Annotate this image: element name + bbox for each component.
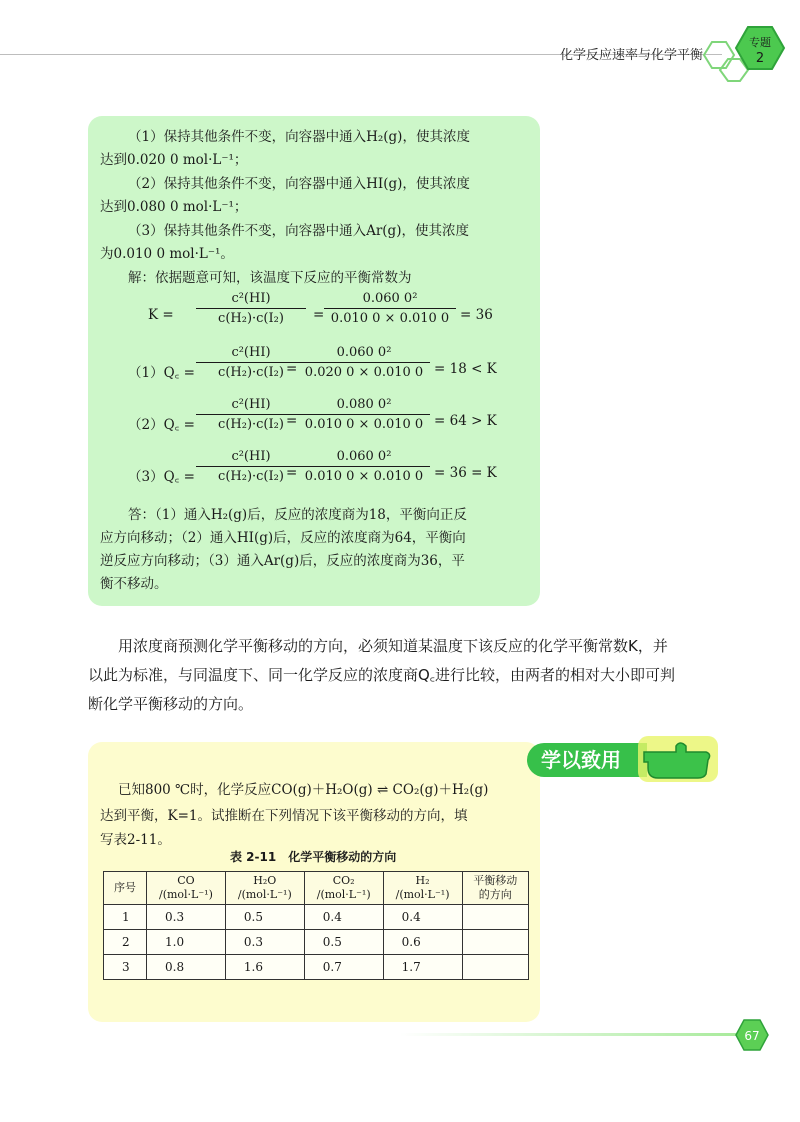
fraction-q3-values — [298, 449, 430, 484]
fraction-denominator: c(H₂)·c(I₂) — [218, 311, 284, 326]
cell: 0.5 — [225, 905, 304, 930]
fraction-general — [196, 291, 306, 326]
K-result: = 36 — [460, 307, 493, 323]
q1-label: （1）Q꜀ = — [128, 365, 195, 381]
fraction-q1-values — [298, 345, 430, 380]
answer-line-2: 应方向移动；（2）通入HI(g)后，反应的浓度商为64，平衡向 — [100, 530, 466, 546]
worked-example-box — [88, 116, 540, 606]
equals-sign: = — [313, 307, 325, 323]
cell: 1.0 — [147, 930, 226, 955]
q2-denominator: 0.010 0 × 0.010 0 — [304, 417, 424, 432]
question-2-line-a: （2）保持其他条件不变，向容器中通入HI(g)，使其浓度 — [128, 176, 470, 192]
table-row — [104, 955, 529, 980]
K-label: K = — [148, 307, 174, 323]
header-h2: H₂ /(mol·L⁻¹) — [383, 872, 462, 905]
q3-result: = 36 = K — [434, 465, 497, 481]
cell: 1 — [104, 905, 147, 930]
fraction-q2-values — [298, 397, 430, 432]
q2-result: = 64 > K — [434, 413, 497, 429]
equals-sign: = — [286, 361, 298, 377]
K-numerator: 0.060 0² — [362, 291, 418, 306]
answer-cell[interactable] — [462, 905, 529, 930]
question-3-line-b: 为0.010 0 mol·L⁻¹。 — [100, 246, 234, 262]
header-direction: 平衡移动 的方向 — [462, 872, 529, 905]
topic-hexagon-badge — [698, 15, 800, 85]
header-co2: CO₂ /(mol·L⁻¹) — [304, 872, 383, 905]
answer-line-3: 逆反应方向移动；（3）通入Ar(g)后，反应的浓度商为36，平 — [100, 553, 465, 569]
table-caption: 表 2-11 化学平衡移动的方向 — [230, 850, 397, 864]
question-2-line-b: 达到0.080 0 mol·L⁻¹； — [100, 199, 248, 215]
fraction-K-values — [324, 291, 456, 326]
exercise-line-3: 写表2-11。 — [100, 832, 171, 848]
fraction-denominator: c(H₂)·c(I₂) — [218, 469, 284, 484]
equals-sign: = — [286, 465, 298, 481]
cell: 0.8 — [147, 955, 226, 980]
equals-sign: = — [286, 413, 298, 429]
K-denominator: 0.010 0 × 0.010 0 — [330, 311, 450, 326]
q1-numerator: 0.060 0² — [336, 345, 392, 360]
question-3-line-a: （3）保持其他条件不变，向容器中通入Ar(g)，使其浓度 — [128, 223, 469, 239]
fraction-numerator: c²(HI) — [231, 397, 271, 412]
header-h2o: H₂O /(mol·L⁻¹) — [225, 872, 304, 905]
pointing-hand-icon — [636, 734, 720, 784]
answer-cell[interactable] — [462, 955, 529, 980]
equilibrium-table — [103, 871, 529, 980]
question-1-line-b: 达到0.020 0 mol·L⁻¹； — [100, 152, 248, 168]
answer-line-4: 衡不移动。 — [100, 576, 168, 592]
cell: 0.6 — [383, 930, 462, 955]
cell: 0.4 — [304, 905, 383, 930]
paragraph-line-2: 以此为标准，与同温度下、同一化学反应的浓度商Q꜀进行比较，由两者的相对大小即可判 — [88, 666, 676, 684]
question-1-line-a: （1）保持其他条件不变，向容器中通入H₂(g)，使其浓度 — [128, 129, 470, 145]
fraction-numerator: c²(HI) — [231, 345, 271, 360]
cell: 1.6 — [225, 955, 304, 980]
table-row — [104, 905, 529, 930]
header-co: CO /(mol·L⁻¹) — [147, 872, 226, 905]
q3-label: （3）Q꜀ = — [128, 469, 195, 485]
apply-section-tag: 学以致用 — [527, 743, 647, 777]
q1-result: = 18 < K — [434, 361, 497, 377]
answer-cell[interactable] — [462, 930, 529, 955]
q3-numerator: 0.060 0² — [336, 449, 392, 464]
page-number: 67 — [744, 1029, 760, 1043]
page-number-hexagon — [734, 1018, 770, 1052]
answer-line-1: 答：（1）通入H₂(g)后，反应的浓度商为18，平衡向正反 — [128, 507, 467, 523]
paragraph-line-3: 断化学平衡移动的方向。 — [88, 695, 254, 713]
fraction-numerator: c²(HI) — [231, 449, 271, 464]
cell: 0.3 — [225, 930, 304, 955]
q2-numerator: 0.080 0² — [336, 397, 392, 412]
footer-rule — [400, 1033, 742, 1036]
cell: 0.4 — [383, 905, 462, 930]
cell: 0.3 — [147, 905, 226, 930]
table-row — [104, 930, 529, 955]
exercise-line-1: 已知800 ℃时，化学反应CO(g)＋H₂O(g) ⇌ CO₂(g)＋H₂(g) — [118, 782, 489, 798]
fraction-denominator: c(H₂)·c(I₂) — [218, 365, 284, 380]
paragraph-line-1: 用浓度商预测化学平衡移动的方向，必须知道某温度下该反应的化学平衡常数K，并 — [118, 637, 668, 655]
table-header-row — [104, 872, 529, 905]
topic-label: 专题 — [749, 36, 771, 49]
cell: 0.5 — [304, 930, 383, 955]
exercise-line-2: 达到平衡，K=1。试推断在下列情况下该平衡移动的方向，填 — [100, 808, 468, 824]
cell: 1.7 — [383, 955, 462, 980]
cell: 0.7 — [304, 955, 383, 980]
q1-denominator: 0.020 0 × 0.010 0 — [304, 365, 424, 380]
chapter-title: 化学反应速率与化学平衡 — [560, 48, 704, 63]
cell: 2 — [104, 930, 147, 955]
fraction-numerator: c²(HI) — [231, 291, 271, 306]
cell: 3 — [104, 955, 147, 980]
q2-label: （2）Q꜀ = — [128, 417, 195, 433]
topic-number: 2 — [755, 51, 765, 66]
fraction-denominator: c(H₂)·c(I₂) — [218, 417, 284, 432]
q3-denominator: 0.010 0 × 0.010 0 — [304, 469, 424, 484]
header-index: 序号 — [104, 872, 147, 905]
solution-intro: 解：依据题意可知，该温度下反应的平衡常数为 — [128, 270, 412, 286]
